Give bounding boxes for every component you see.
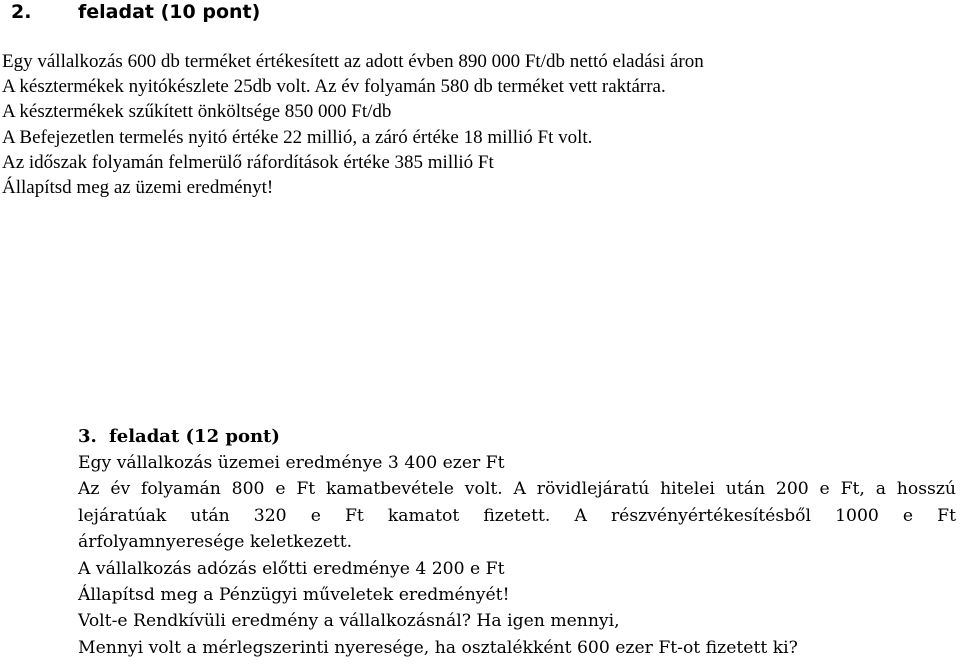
task-2-line: A Befejezetlen termelés nyitó értéke 22 millió, a záró értéke 18 millió Ft volt. [2,126,593,148]
task-2-line: Az időszak folyamán felmerülő ráfordítások értéke 385 millió Ft [2,151,494,173]
task-2-number: 2. [11,1,32,23]
task-2-body [2,49,960,200]
task-3-title: feladat (12 pont) [109,426,280,447]
task-3-line: árfolyamnyeresége keletkezett. [78,532,353,553]
task-2-line: Egy vállalkozás 600 db terméket értékesített az adott évben 890 000 Ft/db nettó eladási áron [2,51,704,72]
task-3-line: Állapítsd meg a Pénzügyi műveletek eredményét! [78,584,510,605]
task-3-line: Mennyi volt a mérlegszerinti nyeresége, ha osztalékként 600 ezer Ft-ot fizetett ki? [78,637,798,658]
task-3-line: Az év folyamán 800 e Ft kamatbevétele volt. A rövidlejáratú hitelei után 200 e Ft, a hosszú [78,479,956,500]
task-2-line: A késztermékek szűkített önköltsége 850 000 Ft/db [2,101,392,123]
task-3-line: Volt-e Rendkívüli eredmény a vállalkozásnál? Ha igen mennyi, [78,611,620,632]
task-3-line: lejáratúak után 320 e Ft kamatot fizetett. A részvényértékesítésből 1000 e Ft [78,505,956,526]
task-3-number: 3. [78,426,97,447]
task-3-line: A vállalkozás adózás előtti eredménye 4 200 e Ft [78,558,505,579]
task-2-line: A késztermékek nyitókészlete 25db volt. Az év folyamán 580 db terméket vett raktárra. [2,76,666,98]
task-2-line: Állapítsd meg az üzemi eredményt! [2,176,274,198]
task-2-title: feladat (10 pont) [78,1,261,23]
task-3-line: Egy vállalkozás üzemei eredménye 3 400 ezer Ft [78,453,505,473]
task-3-body [78,450,956,661]
